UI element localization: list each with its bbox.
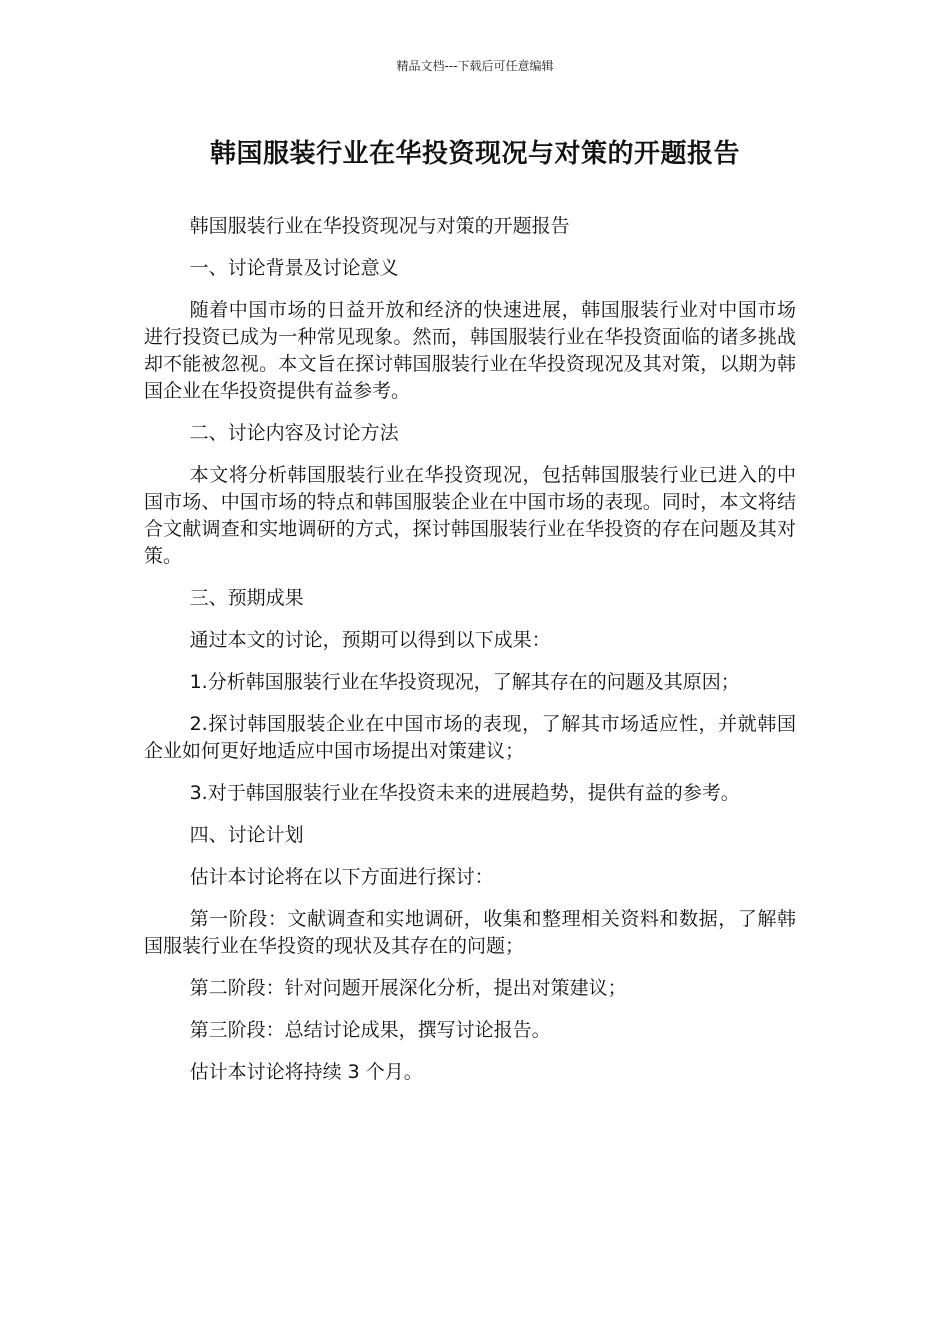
- list-item-phase-1: 第一阶段：文献调查和实地调研，收集和整理相关资料和数据，了解韩国服装行业在华投资的现状及其存在的问题；: [144, 908, 796, 957]
- paragraph-content: 本文将分析韩国服装行业在华投资现况，包括韩国服装行业已进入的中国市场、中国市场的特点和韩国服装企业在中国市场的表现。同时，本文将结合文献调查和实地调研的方式，探讨韩国服装行业在华投资的存在问题及其对策。: [144, 464, 796, 567]
- document-body: [144, 213, 796, 1101]
- section-heading-background: 一、讨论背景及讨论意义: [189, 257, 399, 279]
- section-heading-content: 二、讨论内容及讨论方法: [189, 422, 399, 444]
- document-title: 韩国服装行业在华投资现况与对策的开题报告: [209, 139, 740, 169]
- list-item-phase-2: 第二阶段：针对问题开展深化分析，提出对策建议；: [189, 977, 627, 999]
- paragraph-plan-intro: 估计本讨论将在以下方面进行探讨：: [189, 866, 494, 888]
- list-item-result-3: 3.对于韩国服装行业在华投资未来的进展趋势，提供有益的参考。: [189, 782, 740, 804]
- section-heading-results: 三、预期成果: [189, 587, 304, 609]
- paragraph-results-intro: 通过本文的讨论，预期可以得到以下成果：: [189, 629, 551, 651]
- page-header: 精品文档---下载后可任意编辑: [396, 59, 554, 73]
- list-item-result-1: 1.分析韩国服装行业在华投资现况，了解其存在的问题及其原因；: [189, 671, 740, 693]
- list-item-result-2: 2.探讨韩国服装企业在中国市场的表现，了解其市场适应性，并就韩国企业如何更好地适应中国市场提出对策建议；: [144, 713, 796, 762]
- subtitle-paragraph: 韩国服装行业在华投资现况与对策的开题报告: [189, 215, 570, 237]
- list-item-phase-3: 第三阶段：总结讨论成果，撰写讨论报告。: [189, 1019, 551, 1041]
- paragraph-background: 随着中国市场的日益开放和经济的快速进展，韩国服装行业对中国市场进行投资已成为一种常见现象。然而，韩国服装行业在华投资面临的诸多挑战却不能被忽视。本文旨在探讨韩国服装行业在华投资现况及其对策，以期为韩国企业在华投资提供有益参考。: [144, 299, 796, 402]
- section-heading-plan: 四、讨论计划: [189, 824, 304, 846]
- paragraph-duration: 估计本讨论将持续 3 个月。: [189, 1061, 423, 1083]
